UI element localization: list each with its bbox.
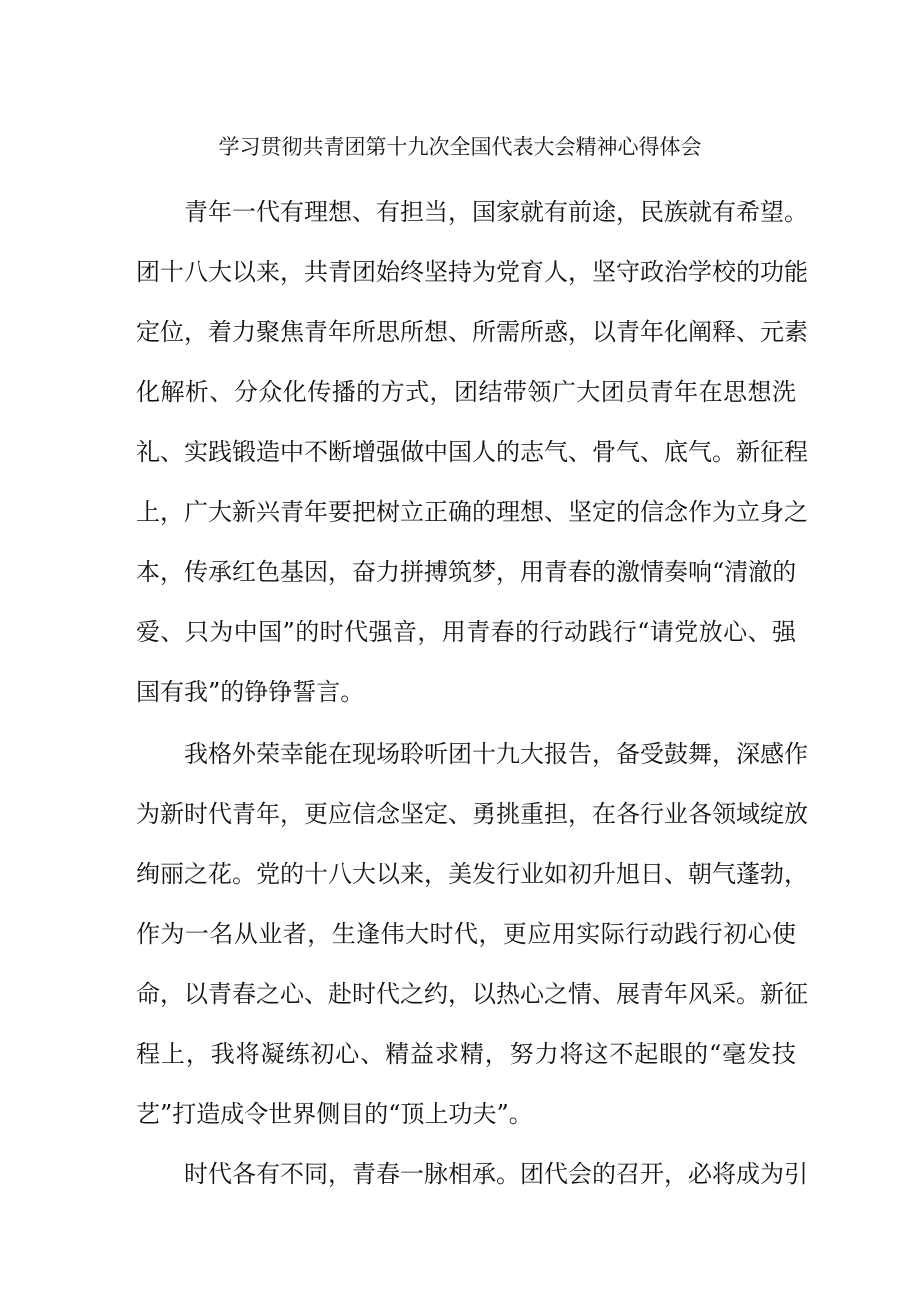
paragraph-1-line-4: 化解析、分众化传播的方式，团结带领广大团员青年在思想洗: [136, 378, 796, 406]
paragraph-2-line-6: 程上，我将凝练初心、精益求精，努力将这不起眼的“毫发技: [136, 1040, 796, 1068]
paragraph-2-line-7: 艺”打造成令世界侧目的“顶上功夫”。: [136, 1100, 533, 1128]
paragraph-1-line-9: 国有我”的铮铮誓言。: [136, 678, 365, 706]
paragraph-3-line-1: 时代各有不同，青春一脉相承。团代会的召开，必将成为引: [184, 1160, 808, 1188]
paragraph-1-line-7: 本，传承红色基因，奋力拼搏筑梦，用青春的激情奏响“清澈的: [136, 558, 797, 586]
paragraph-2-line-2: 为新时代青年，更应信念坚定、勇挑重担，在各行业各领域绽放: [136, 800, 808, 828]
paragraph-2-line-4: 作为一名从业者，生逢伟大时代，更应用实际行动践行初心使: [136, 920, 796, 948]
paragraph-1-line-1: 青年一代有理想、有担当，国家就有前途，民族就有希望。: [184, 198, 808, 226]
paragraph-1-line-6: 上，广大新兴青年要把树立正确的理想、坚定的信念作为立身之: [136, 498, 808, 526]
paragraph-1-line-5: 礼、实践锻造中不断增强做中国人的志气、骨气、底气。新征程: [136, 438, 808, 466]
document-title: 学习贯彻共青团第十九次全国代表大会精神心得体会: [218, 135, 702, 159]
paragraph-2-line-3: 绚丽之花。党的十八大以来，美发行业如初升旭日、朝气蓬勃，: [136, 860, 808, 888]
paragraph-1-line-8: 爱、只为中国”的时代强音，用青春的行动践行“请党放心、强: [136, 618, 796, 646]
paragraph-1-line-2: 团十八大以来，共青团始终坚持为党育人，坚守政治学校的功能: [136, 258, 808, 286]
paragraph-2-line-5: 命，以青春之心、赴时代之约，以热心之情、展青年风采。新征: [136, 980, 808, 1008]
paragraph-2-line-1: 我格外荣幸能在现场聆听团十九大报告，备受鼓舞，深感作: [184, 740, 808, 768]
paragraph-1-line-3: 定位，着力聚焦青年所思所想、所需所惑，以青年化阐释、元素: [136, 318, 808, 346]
